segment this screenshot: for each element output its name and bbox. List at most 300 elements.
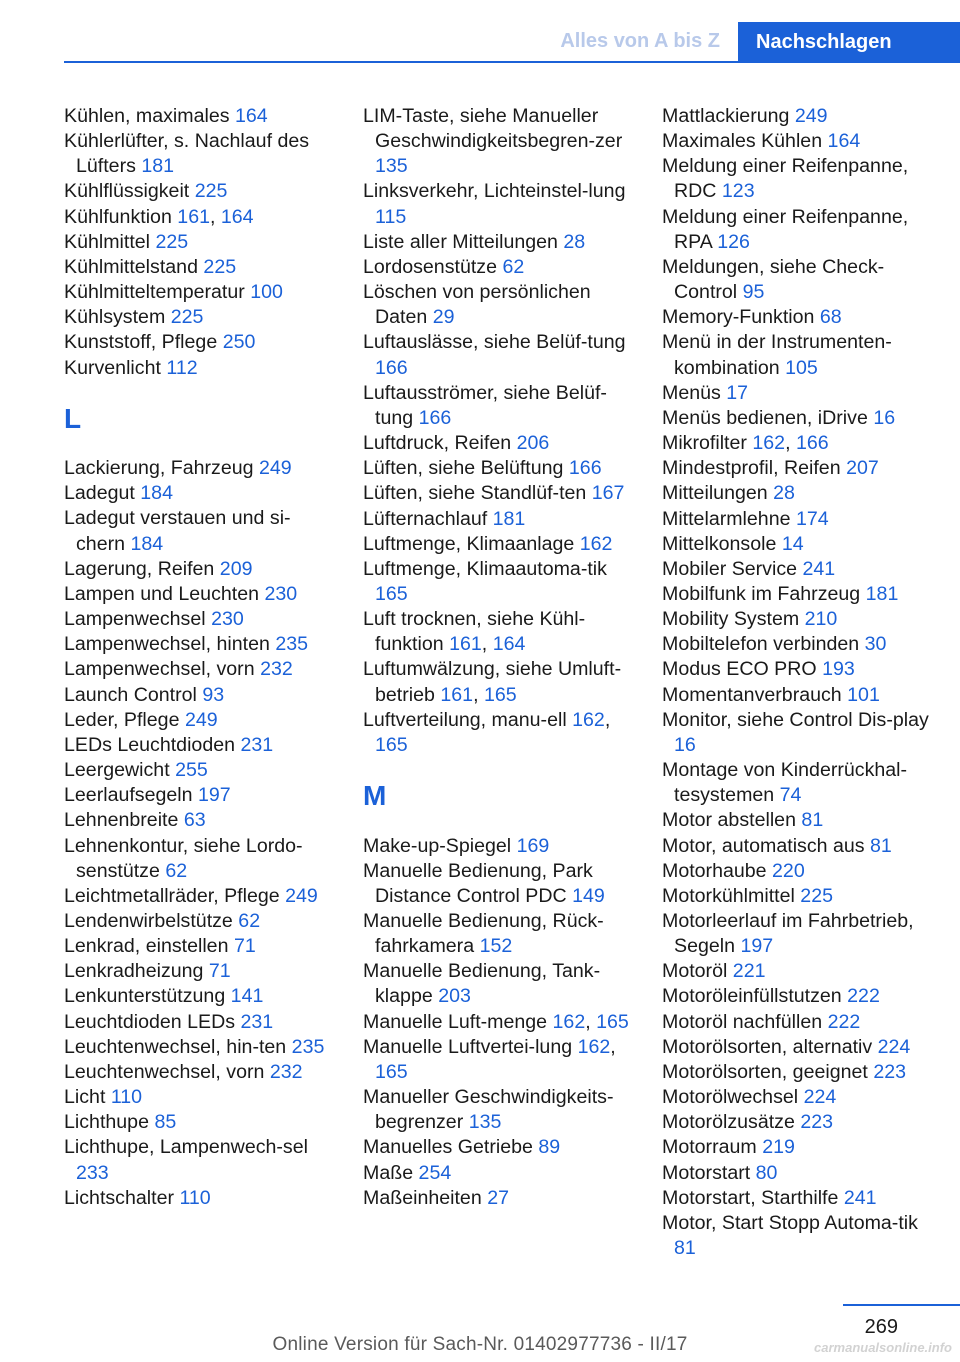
page-link[interactable]: 241	[843, 1186, 877, 1209]
page-link[interactable]: 164	[220, 205, 254, 228]
index-entry	[662, 1110, 930, 1135]
index-entry	[662, 834, 930, 859]
index-entry	[662, 406, 930, 431]
index-entry-term: Ladegut verstauen und si-chern	[64, 507, 291, 555]
page-link[interactable]: 123	[721, 180, 755, 203]
page-link[interactable]: 28	[773, 482, 795, 505]
index-entry	[662, 154, 930, 204]
index-entry-term: Meldung einer Reifenpanne, RPA	[662, 205, 909, 253]
index-entry	[662, 1010, 930, 1035]
index-entry-term: Luftverteilung, manu-ell	[363, 708, 567, 731]
index-entry-term: Kühlen, maximales	[64, 105, 230, 127]
page-link[interactable]: 126	[717, 230, 750, 253]
index-entry-term: Monitor, siehe Control Dis-play	[662, 708, 929, 731]
page-link[interactable]: 149	[572, 884, 605, 907]
index-column-3	[662, 104, 930, 1261]
index-entry	[363, 557, 631, 607]
page-link[interactable]: 135	[468, 1111, 502, 1134]
index-entry-term: Motoröl nachfüllen	[662, 1010, 823, 1033]
index-entry	[662, 532, 930, 557]
page-link[interactable]: 162	[577, 1035, 611, 1058]
page-link[interactable]: 165	[375, 733, 408, 756]
index-entry	[662, 1211, 930, 1261]
index-entry-term: Luftdruck, Reifen	[363, 432, 512, 455]
index-entry	[363, 431, 631, 456]
page-header	[0, 0, 960, 62]
index-entry-term: Lichtschalter	[64, 1186, 174, 1209]
index-entry-term: Make-up-Spiegel	[363, 834, 512, 857]
page-link[interactable]: 166	[568, 457, 602, 480]
index-entry-term: Mindestprofil, Reifen	[662, 457, 841, 480]
index-entry-term: Leuchtenwechsel, vorn	[64, 1060, 265, 1083]
index-entry-term: Motor, automatisch aus	[662, 834, 865, 857]
page-link[interactable]: 89	[538, 1136, 561, 1159]
page-link[interactable]: 110	[179, 1186, 211, 1209]
index-entry	[64, 129, 332, 179]
index-entry-term: Ladegut	[64, 482, 135, 505]
page-link[interactable]: 135	[375, 155, 408, 178]
index-entry-term: Lehnenkontur, siehe Lordo-senstütze	[64, 834, 303, 882]
index-entry	[64, 934, 332, 959]
index-entry-term: Memory-Funktion	[662, 306, 815, 329]
page-link[interactable]: 62	[238, 909, 261, 932]
index-entry-term: Kunststoff, Pflege	[64, 331, 218, 354]
page-link[interactable]: 110	[110, 1086, 143, 1109]
index-entry-term: Motorleerlauf im Fahrbetrieb, Segeln	[662, 910, 914, 958]
page-link[interactable]: 166	[795, 432, 829, 455]
page-link[interactable]: 222	[847, 985, 880, 1008]
index-entry	[363, 959, 631, 1009]
page-link[interactable]: 249	[285, 884, 318, 907]
page-link[interactable]: 28	[563, 230, 586, 253]
page-link[interactable]: 167	[591, 482, 625, 505]
page-link[interactable]: 17	[726, 381, 749, 404]
index-entry-term: Leergewicht	[64, 759, 170, 782]
page-link[interactable]: 250	[222, 331, 256, 354]
index-entry-term: Leder, Pflege	[64, 708, 180, 731]
index-entry-term: Kühlmitteltemperatur	[64, 281, 245, 304]
page-link[interactable]: 165	[483, 683, 517, 706]
index-entry-term: Lampenwechsel, hinten	[64, 633, 270, 656]
page-link[interactable]: 166	[375, 356, 408, 379]
index-entry-term: Lordosenstütze	[363, 255, 497, 278]
index-entry-term: Licht	[64, 1086, 106, 1109]
page-link[interactable]: 197	[740, 935, 774, 958]
page-link[interactable]: 231	[240, 1010, 274, 1033]
breadcrumb: Alles von A bis Z	[560, 30, 720, 52]
index-entry-term: Manuelle Bedienung, Tank-klappe	[363, 960, 601, 1008]
index-entry-term: Maße	[363, 1161, 414, 1184]
page-link[interactable]: 232	[260, 658, 293, 681]
index-entry-term: Motorkühlmittel	[662, 884, 795, 907]
page-link[interactable]: 14	[781, 532, 804, 555]
index-entry	[363, 330, 631, 380]
page-link[interactable]: 241	[802, 557, 836, 580]
index-entry-term: Luftausströmer, siehe Belüf-tung	[363, 381, 607, 429]
index-entry	[662, 330, 930, 380]
index-entry	[363, 381, 631, 431]
page-link[interactable]: 197	[198, 784, 231, 807]
index-entry-term: Kühlmittelstand	[64, 255, 198, 278]
index-entry-term: Lenkradheizung	[64, 960, 204, 983]
index-entry-term: Motorölsorten, alternativ	[662, 1035, 873, 1058]
page-link[interactable]: 100	[250, 281, 283, 304]
index-entry: Luftverteilung, manu-ell 162, 165	[363, 708, 611, 756]
page-link[interactable]: 162	[572, 708, 605, 731]
page-link[interactable]: 249	[794, 105, 828, 127]
page-link[interactable]: 169	[516, 834, 550, 857]
page-link[interactable]: 164	[492, 633, 526, 656]
index-entry-term: Kurvenlicht	[64, 356, 161, 379]
index-entry-term: Lichthupe, Lampenwech-sel	[64, 1136, 308, 1159]
page-link[interactable]: 161	[440, 683, 474, 706]
index-entry-term: Luftauslässe, siehe Belüf-tung	[363, 331, 626, 354]
index-entry	[662, 456, 930, 481]
index-entry: Manuelle Luftvertei-lung 162, 165	[363, 1035, 616, 1083]
index-entry	[64, 783, 332, 808]
page-link[interactable]: 63	[183, 809, 206, 832]
index-entry	[662, 758, 930, 808]
index-entry	[662, 683, 930, 708]
page-link[interactable]: 224	[803, 1086, 837, 1109]
page-link[interactable]: 162	[579, 532, 613, 555]
page-link[interactable]: 203	[438, 985, 471, 1008]
page-link[interactable]: 162	[752, 432, 786, 455]
index-entry-term: Lampen und Leuchten	[64, 582, 260, 605]
index-entry	[363, 532, 631, 557]
index-entry-term: Mattlackierung	[662, 105, 790, 127]
index-entry-term: Lenkrad, einstellen	[64, 935, 229, 958]
page-link[interactable]: 162	[552, 1010, 586, 1033]
index-entry	[64, 758, 332, 783]
index-entry	[363, 280, 631, 330]
page-link[interactable]: 161	[449, 633, 482, 656]
index-entry	[64, 230, 332, 255]
page-link[interactable]: 161	[177, 205, 210, 228]
index-entry	[64, 179, 332, 204]
index-entry	[662, 607, 930, 632]
index-entry	[64, 1035, 332, 1060]
index-entry-term: Lagerung, Reifen	[64, 557, 215, 580]
index-entry	[363, 859, 631, 909]
page-link[interactable]: 93	[202, 683, 225, 706]
index-entry-term: Motorhaube	[662, 859, 767, 882]
index-entry-term: Motorraum	[662, 1136, 757, 1159]
page-link[interactable]: 164	[235, 105, 268, 127]
page-link[interactable]: 206	[516, 432, 550, 455]
index-entry-term: Motorstart	[662, 1161, 751, 1184]
index-entry-term: Kühlfunktion	[64, 205, 172, 228]
index-entry-term: Kühlmittel	[64, 230, 151, 253]
index-entry	[363, 456, 631, 481]
page-link[interactable]: 164	[827, 130, 861, 153]
index-entry-term: LEDs Leuchtdioden	[64, 733, 236, 756]
page-link[interactable]: 165	[375, 1060, 408, 1083]
page-link[interactable]: 152	[479, 935, 513, 958]
index-entry	[64, 582, 332, 607]
index-entry	[662, 481, 930, 506]
index-entry-term: Meldung einer Reifenpanne, RDC	[662, 155, 909, 203]
page-link[interactable]: 101	[847, 683, 880, 706]
index-entry	[662, 582, 930, 607]
index-entry-term: Mittelarmlehne	[662, 507, 791, 530]
page-link[interactable]: 219	[762, 1136, 795, 1159]
page-link[interactable]: 230	[211, 608, 244, 631]
index-entry-term: Mitteilungen	[662, 482, 768, 505]
page-link[interactable]: 235	[291, 1035, 325, 1058]
page-link[interactable]: 221	[732, 960, 766, 983]
page-link[interactable]: 230	[264, 582, 298, 605]
page-link[interactable]: 193	[822, 658, 855, 681]
index-entry	[64, 834, 332, 884]
page-link[interactable]: 220	[772, 859, 805, 882]
index-entry-term: Luft trocknen, siehe Kühl-funktion	[363, 608, 586, 656]
page-link[interactable]: 184	[140, 482, 173, 505]
page-link[interactable]: 231	[240, 733, 274, 756]
index-entry	[64, 1060, 332, 1085]
page-link[interactable]: 225	[194, 180, 228, 203]
index-entry	[363, 481, 631, 506]
index-entry	[64, 683, 332, 708]
index-entry-term: Leerlaufsegeln	[64, 784, 193, 807]
index-entry-term: Meldungen, siehe Check-Control	[662, 255, 885, 304]
page-link[interactable]: 249	[258, 457, 292, 480]
page-link[interactable]: 222	[827, 1010, 861, 1033]
index-entry: Mikrofilter 162, 166	[662, 432, 829, 455]
page-link[interactable]: 223	[800, 1111, 834, 1134]
index-entry	[662, 632, 930, 657]
index-entry-term: Lehnenbreite	[64, 809, 179, 832]
index-entry-term: Kühlerlüfter, s. Nachlauf des Lüfters	[64, 130, 310, 178]
page-link[interactable]: 210	[804, 608, 838, 631]
index-entry-term: Mobility System	[662, 608, 800, 631]
index-entry	[64, 1135, 332, 1185]
index-entry: Luft trocknen, siehe Kühl-funktion 161, 164	[363, 608, 586, 656]
index-entry-term: Motorölwechsel	[662, 1086, 799, 1109]
index-entry	[64, 607, 332, 632]
index-entry-term: Modus ECO PRO	[662, 658, 817, 681]
index-entry-term: Luftumwälzung, siehe Umluft-betrieb	[363, 658, 622, 706]
index-letter-heading: L	[64, 402, 82, 434]
header-rule	[64, 61, 960, 63]
index-entry-term: Motorölzusätze	[662, 1111, 795, 1134]
index-entry	[662, 557, 930, 582]
index-entry	[64, 632, 332, 657]
index-entry-term: Motoröleinfüllstutzen	[662, 985, 842, 1008]
index-entry	[662, 884, 930, 909]
index-entry	[662, 808, 930, 833]
index-entry	[64, 1110, 332, 1135]
index-entry	[64, 984, 332, 1009]
index-entry-term: Luftmenge, Klimaautoma-tik	[363, 557, 607, 580]
page-link[interactable]: 181	[492, 507, 526, 530]
page-link[interactable]: 225	[170, 306, 204, 329]
index-entry-term: LIM-Taste, siehe Manueller Geschwindigkeitsbegren-zer	[363, 105, 623, 153]
index-entry	[64, 356, 332, 381]
page-link[interactable]: 81	[801, 809, 824, 832]
page-link[interactable]: 174	[795, 507, 829, 530]
index-entry-term: Lichthupe	[64, 1111, 149, 1134]
index-entry	[64, 557, 332, 582]
index-entry-term: Kühlsystem	[64, 306, 166, 329]
page-link[interactable]: 141	[230, 985, 264, 1008]
page-link[interactable]: 181	[141, 155, 175, 178]
index-entry	[363, 230, 631, 255]
page-link[interactable]: 249	[184, 708, 218, 731]
index-column-2	[363, 104, 631, 1211]
index-entry-term: Manuelles Getriebe	[363, 1136, 533, 1159]
index-entry	[64, 733, 332, 758]
index-entry-term: Leuchtenwechsel, hin-ten	[64, 1035, 287, 1058]
index-entry	[64, 1186, 332, 1211]
page-link[interactable]: 115	[375, 205, 407, 228]
index-entry	[64, 280, 332, 305]
index-entry	[662, 859, 930, 884]
page-link[interactable]: 68	[819, 306, 842, 329]
page-link[interactable]: 224	[877, 1035, 911, 1058]
page-link[interactable]: 166	[418, 406, 452, 429]
page-link[interactable]: 27	[487, 1186, 509, 1209]
page-link[interactable]: 112	[166, 356, 198, 379]
index-entry	[64, 506, 332, 556]
page-link[interactable]: 235	[275, 633, 309, 656]
index-entry	[363, 1135, 631, 1160]
index-entry	[363, 255, 631, 280]
index-entry-term: Motor abstellen	[662, 809, 796, 832]
index-entry: Luftumwälzung, siehe Umluft-betrieb 161, 165	[363, 658, 622, 706]
index-entry-term: Manuelle Luft-menge	[363, 1010, 548, 1033]
page-link[interactable]: 225	[203, 255, 237, 278]
page-link[interactable]: 181	[865, 582, 899, 605]
page-link[interactable]: 165	[596, 1010, 629, 1033]
index-entry-term: Maßeinheiten	[363, 1186, 482, 1209]
index-entry	[662, 205, 930, 255]
index-entry-term: Lendenwirbelstütze	[64, 909, 233, 932]
index-entry-term: Lüften, siehe Belüftung	[363, 457, 564, 480]
index-column-1	[64, 104, 332, 1211]
index-entry	[64, 456, 332, 481]
index-entry	[662, 129, 930, 154]
page-link[interactable]: 81	[674, 1237, 696, 1260]
index-entry	[662, 1186, 930, 1211]
index-entry	[64, 330, 332, 355]
index-entry-term: Liste aller Mitteilungen	[363, 230, 558, 253]
index-letter-heading: M	[363, 780, 387, 812]
page-link[interactable]: 71	[233, 935, 256, 958]
index-entry	[662, 507, 930, 532]
index-entry-term: Motor, Start Stopp Automa-tik	[662, 1211, 918, 1234]
section-tab: Nachschlagen	[738, 22, 960, 62]
page-link[interactable]: 225	[155, 230, 189, 253]
index-entry-term: Momentanverbrauch	[662, 683, 842, 706]
page-number: 269	[864, 1316, 898, 1338]
page-link[interactable]: 95	[742, 281, 765, 304]
page-link[interactable]: 223	[873, 1060, 907, 1083]
index-entry	[64, 657, 332, 682]
page-link[interactable]: 105	[785, 356, 818, 379]
index-entry	[662, 305, 930, 330]
page-link[interactable]: 254	[418, 1161, 452, 1184]
index-entry	[64, 884, 332, 909]
page-link[interactable]: 225	[800, 884, 833, 907]
index-entry	[662, 381, 930, 406]
index-entry	[64, 708, 332, 733]
page-link[interactable]: 233	[76, 1161, 109, 1184]
index-entry	[363, 1085, 631, 1135]
index-entry-term: Motorölsorten, geeignet	[662, 1060, 868, 1083]
index-entry	[662, 1060, 930, 1085]
index-entry	[662, 255, 930, 305]
page-link[interactable]: 255	[175, 759, 208, 782]
index-entry-term: Mittelkonsole	[662, 532, 777, 555]
page-link[interactable]: 16	[873, 406, 896, 429]
index-entry	[662, 909, 930, 959]
index-entry: Manuelle Luft-menge 162, 165	[363, 1010, 629, 1033]
page-link[interactable]: 29	[432, 306, 455, 329]
index-entry-term: Maximales Kühlen	[662, 130, 823, 153]
index-entry-term: Montage von Kinderrückhal-tesystemen	[662, 759, 908, 807]
index-entry-term: Menü in der Instrumenten-kombination	[662, 331, 892, 379]
index-entry	[662, 959, 930, 984]
index-entry-term: Lenkunterstützung	[64, 985, 226, 1008]
page-link[interactable]: 85	[154, 1111, 177, 1134]
index-entry	[64, 959, 332, 984]
index-entry	[363, 834, 631, 859]
page-link[interactable]: 80	[755, 1161, 778, 1184]
index-entry-term: Mobiler Service	[662, 557, 798, 580]
page-link[interactable]: 71	[208, 960, 231, 983]
index-entry	[363, 1186, 631, 1211]
index-entry-term: Lampenwechsel	[64, 608, 206, 631]
page-link[interactable]: 62	[502, 255, 525, 278]
page-link[interactable]: 30	[864, 633, 887, 656]
page-link[interactable]: 62	[165, 859, 188, 882]
index-entry-term: Löschen von persönlichen Daten	[363, 281, 591, 329]
index-entry	[662, 984, 930, 1009]
page-link[interactable]: 74	[779, 784, 802, 807]
page-link[interactable]: 209	[219, 557, 253, 580]
index-entry	[64, 1010, 332, 1035]
index-entry-term: Manuelle Bedienung, Rück-fahrkamera	[363, 909, 604, 958]
index-entry-term: Luftmenge, Klimaanlage	[363, 532, 575, 555]
index-entry-term: Motoröl	[662, 960, 728, 983]
index-entry-term: Lackierung, Fahrzeug	[64, 457, 254, 480]
index-entry-term: Launch Control	[64, 683, 197, 706]
index-entry-term: Manueller Geschwindigkeits-begrenzer	[363, 1086, 614, 1134]
page-link[interactable]: 81	[870, 834, 892, 857]
page-link[interactable]: 165	[375, 582, 408, 605]
index-entry	[64, 808, 332, 833]
page-link[interactable]: 16	[674, 733, 696, 756]
index-entry-term: Lampenwechsel, vorn	[64, 658, 255, 681]
index-entry	[662, 708, 930, 758]
index-entry-term: Manuelle Luftvertei-lung	[363, 1035, 573, 1058]
index-entry	[363, 104, 631, 179]
index-entry-term: Mikrofilter	[662, 432, 747, 455]
index-entry-term: Manuelle Bedienung, Park Distance Control PDC	[363, 859, 593, 907]
page-link[interactable]: 184	[130, 532, 164, 555]
index-entry	[662, 104, 930, 129]
index-entry-term: Kühlflüssigkeit	[64, 180, 190, 203]
index-entry-term: Leichtmetallräder, Pflege	[64, 884, 280, 907]
page-link[interactable]: 207	[846, 457, 879, 480]
index-entry	[363, 1161, 631, 1186]
index-entry-term: Leuchtdioden LEDs	[64, 1010, 236, 1033]
page-number-rule	[843, 1304, 960, 1306]
page-link[interactable]: 232	[269, 1060, 303, 1083]
watermark: carmanualsonline.info	[814, 1340, 952, 1355]
index-entry	[662, 1161, 930, 1186]
